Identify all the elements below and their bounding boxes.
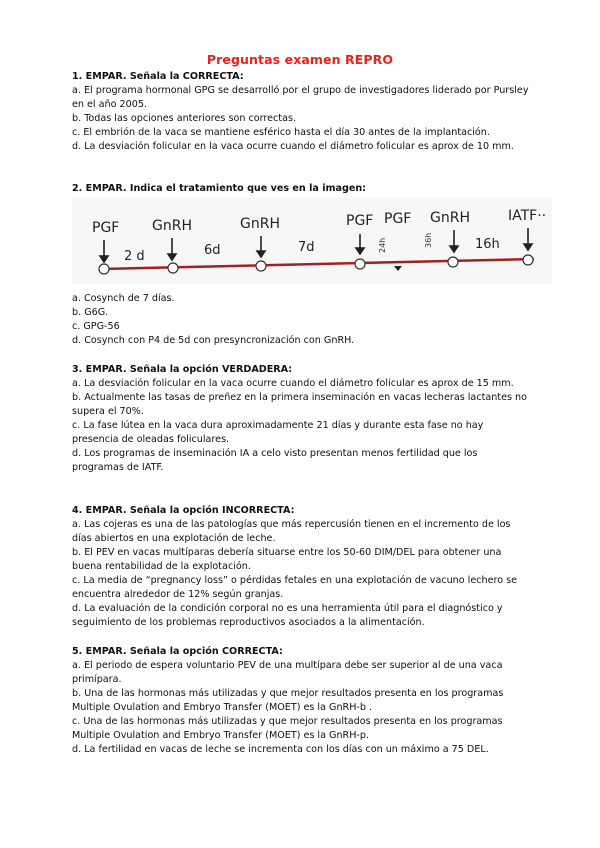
hormone-label: GnRH — [430, 210, 470, 226]
question-3 — [72, 363, 532, 475]
question-heading: 3. EMPAR. Señala la opción VERDADERA: — [72, 364, 293, 375]
option-a: a. El programa hormonal GPG se desarrolló por el grupo de investigadores liderado por Pursley en el año 2005. — [72, 85, 529, 110]
question-heading: 4. EMPAR. Señala la opción INCORRECTA: — [72, 505, 295, 516]
question-heading: 1. EMPAR. Señala la CORRECTA: — [72, 71, 244, 82]
timeline-node — [168, 263, 178, 273]
timeline-node — [523, 255, 533, 265]
interval-label: 6d — [204, 243, 221, 258]
option-d: d. La fertilidad en vacas de leche se incrementa con los días con un máximo a 75 DEL. — [72, 744, 489, 755]
timeline-diagram — [72, 198, 552, 284]
option-b: b. Todas las opciones anteriores son correctas. — [72, 113, 296, 124]
timeline-node — [256, 261, 266, 271]
option-c: c. La media de “pregnancy loss” o pérdidas fetales en una explotación de vacuno lechero se encuentra alrededor de 12% según granjas. — [72, 575, 518, 600]
down-arrow-icon — [450, 246, 458, 252]
option-c: c. La fase lútea en la vaca dura aproximadamente 21 días y durante esta fase no hay presencia de oleadas foliculares. — [72, 420, 484, 445]
question-2-options — [72, 292, 532, 348]
option-b: b. Una de las hormonas más utilizadas y que mejor resultados presenta en los programas Multiple Ovulation and Embryo Transfer (MOET) es la GnRH-b . — [72, 688, 504, 713]
down-arrow-icon — [524, 244, 532, 250]
hormone-label: GnRH — [152, 218, 192, 234]
timeline-node — [99, 264, 109, 274]
option-d: d. La desviación folicular en la vaca ocurre cuando el diámetro folicular es aprox de 10 mm. — [72, 141, 514, 152]
down-arrow-icon — [100, 256, 108, 262]
option-c: c. El embrión de la vaca se mantiene esférico hasta el día 30 antes de la implantación. — [72, 127, 490, 138]
timeline-node — [448, 257, 458, 267]
option-a: a. La desviación folicular en la vaca ocurre cuando el diámetro folicular es aprox de 15 mm. — [72, 378, 514, 389]
question-heading: 5. EMPAR. Señala la opción CORRECTA: — [72, 646, 283, 657]
down-arrow-icon — [356, 248, 364, 254]
hormone-label: PGF — [92, 220, 120, 236]
question-1 — [72, 70, 532, 154]
down-arrow-icon — [257, 251, 265, 257]
option-d: d. Los programas de inseminación IA a celo visto presentan menos fertilidad que los programas de IATF. — [72, 448, 478, 473]
timeline-node — [355, 259, 365, 269]
small-arrow-icon — [394, 266, 402, 271]
option-a: a. Las cojeras es una de las patologías que más repercusión tienen en el incremento de los días abiertos en una explotación de leche. — [72, 519, 511, 544]
hormone-label: IATF·· — [508, 208, 547, 224]
option-b: b. Actualmente las tasas de preñez en la primera inseminación en vacas lecheras lactantes no supera el 70%. — [72, 392, 527, 417]
interval-label: 2 d — [124, 249, 145, 264]
option-c: c. GPG-56 — [72, 321, 120, 332]
option-d: d. La evaluación de la condición corporal no es una herramienta útil para el diagnóstico y seguimiento de los problemas reproductivos asociados a la alimentación. — [72, 603, 503, 628]
option-c: c. Una de las hormonas más utilizadas y que mejor resultados presenta en los programas Multiple Ovulation and Embryo Transfer (MOET) es la GnRH-p. — [72, 716, 503, 741]
question-2-heading: 2. EMPAR. Indica el tratamiento que ves en la imagen: — [72, 183, 367, 194]
option-a: a. El periodo de espera voluntario PEV de una multípara debe ser superior al de una vaca primípara. — [72, 660, 503, 685]
option-b: b. G6G. — [72, 307, 109, 318]
page-title: Preguntas examen REPRO — [206, 52, 394, 67]
interval-label: 36h — [424, 232, 433, 248]
interval-label: 16h — [475, 237, 500, 252]
treatment-timeline-image — [72, 198, 552, 284]
option-d: d. Cosynch con P4 de 5d con presyncronización con GnRH. — [72, 335, 355, 346]
option-b: b. El PEV en vacas multíparas debería situarse entre los 50-60 DIM/DEL para obtener una buena rentabilidad de la explotación. — [72, 547, 502, 572]
interval-label: 24h — [378, 237, 387, 253]
hormone-label: GnRH — [240, 216, 280, 232]
option-a: a. Cosynch de 7 días. — [72, 293, 175, 304]
down-arrow-icon — [168, 254, 176, 260]
question-5 — [72, 645, 532, 757]
interval-label: 7d — [298, 240, 315, 255]
hormone-label: PGF — [384, 211, 412, 227]
hormone-label: PGF — [346, 213, 374, 229]
question-4 — [72, 504, 532, 630]
timeline-line — [102, 259, 534, 269]
